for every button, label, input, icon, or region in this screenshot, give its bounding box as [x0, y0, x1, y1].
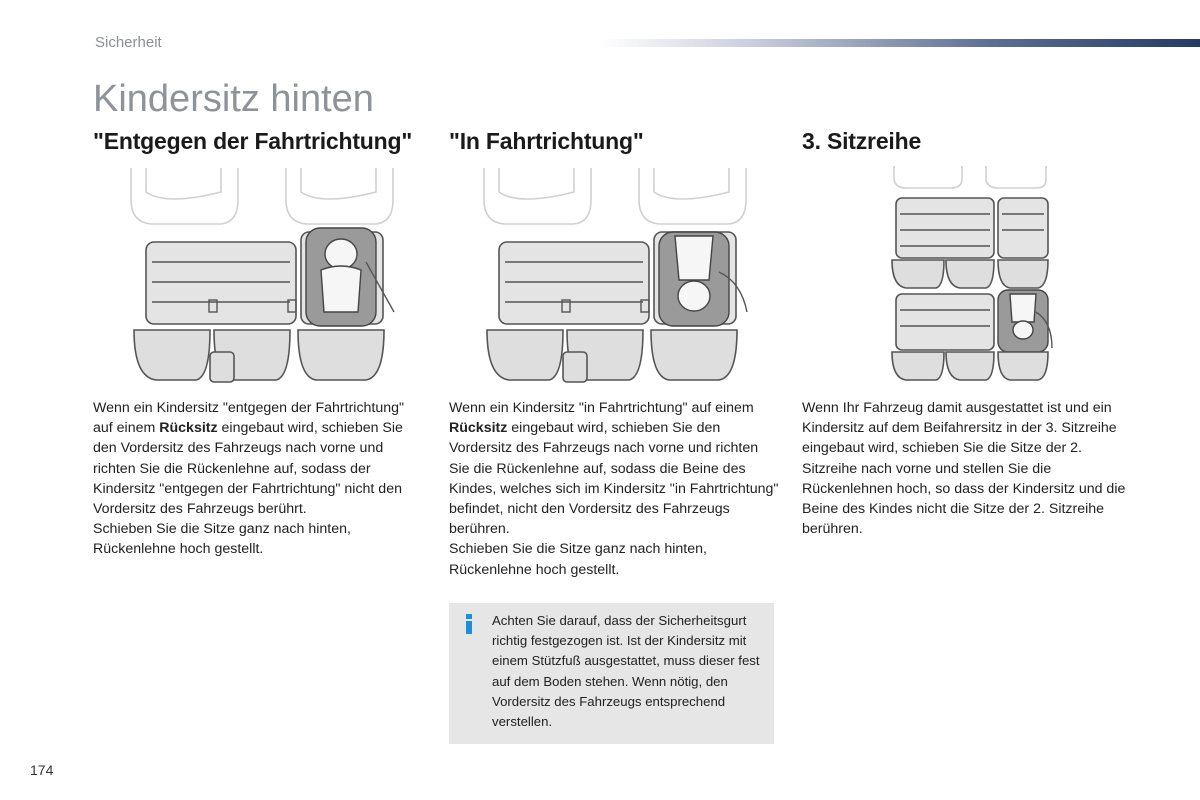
page-number: 174 — [30, 762, 54, 778]
body-paragraph — [93, 398, 423, 519]
column-rear-facing — [93, 126, 423, 558]
text-run: Wenn Ihr Fahrzeug damit ausgestattet ist und ein Kindersitz auf dem Beifahrersitz in der 3. Sitzreihe eingebaut wird, schieben Sie die Sitze der 2. Sitzreihe nach vorne und stellen Sie die Rückenlehnen hoch, so dass der Kindersitz und die Beine des Kindes nicht die Sitze der 2. Sitzreihe berühren. — [802, 400, 1126, 538]
page-title: Kindersitz hinten — [93, 78, 374, 120]
text-run: Wenn ein Kindersitz "in Fahrtrichtung" auf einem — [449, 400, 754, 416]
body-paragraph — [449, 539, 779, 579]
column-heading: 3. Sitzreihe — [802, 128, 922, 154]
column-body — [93, 398, 423, 560]
forward-facing-seat-illustration — [479, 162, 779, 386]
bold-text: Rücksitz — [449, 420, 508, 437]
bold-text: Rücksitz — [159, 420, 218, 437]
section-label: Sicherheit — [95, 34, 162, 51]
column-heading: "Entgegen der Fahrtrichtung" — [93, 128, 413, 154]
column-body — [802, 398, 1137, 539]
body-paragraph — [93, 519, 423, 559]
info-text: Achten Sie darauf, dass der Sicherheitsgurt richtig festgezogen ist. Ist der Kindersitz mit einem Stützfuß ausgestattet, muss dieser fest auf dem Boden stehen. Wenn nötig, den Vordersitz des Fahrzeugs entsprechend verstellen. — [492, 613, 760, 730]
column-heading: "In Fahrtrichtung" — [449, 128, 644, 154]
info-box — [449, 603, 774, 744]
column-forward-facing — [449, 126, 779, 578]
text-run: Schieben Sie die Sitze ganz nach hinten, Rückenlehne hoch gestellt. — [449, 541, 707, 578]
text-run: Wenn ein Kindersitz "entgegen der Fahrtrichtung" auf einem — [93, 400, 405, 437]
third-row-seat-illustration — [886, 162, 1066, 386]
column-third-row — [802, 126, 1137, 538]
text-run: eingebaut wird, schieben Sie den Vordersitz des Fahrzeugs nach vorne und richten Sie die Rückenlehne auf, sodass der Kindersitz "entgegen der Fahrtrichtung" nicht den Vordersitz des Fahrzeugs berührt. — [93, 420, 403, 518]
body-paragraph — [802, 398, 1137, 539]
text-run: Schieben Sie die Sitze ganz nach hinten, Rückenlehne hoch gestellt. — [93, 521, 351, 558]
text-run: eingebaut wird, schieben Sie den Vordersitz des Fahrzeugs nach vorne und richten Sie die Rückenlehne auf, sodass die Beine des Kindes, welches sich im Kindersitz "in Fahrtrichtung" befindet, nicht den Vordersitz des Fahrzeugs berühren. — [449, 420, 779, 538]
header-bar — [600, 39, 1200, 47]
body-paragraph — [449, 398, 779, 539]
info-icon — [463, 614, 475, 634]
rear-facing-seat-illustration — [126, 162, 426, 386]
column-body — [449, 398, 779, 580]
